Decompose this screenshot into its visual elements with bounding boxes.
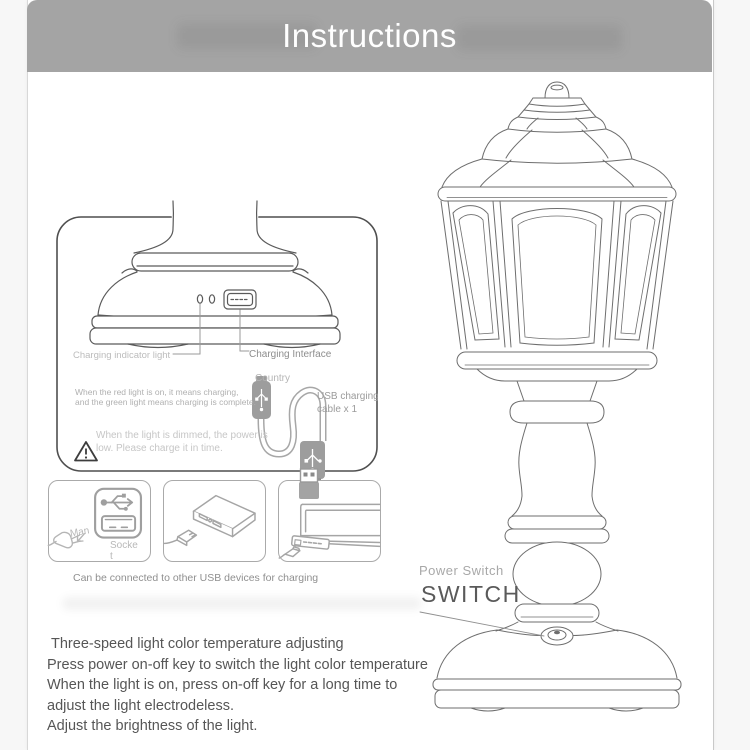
usb-device-card-powerbank — [163, 480, 266, 562]
usb-plug-icon — [164, 530, 196, 545]
socket-label: Socke t — [110, 540, 138, 562]
usb-device-card-laptop — [278, 480, 381, 562]
low-power-warning-text: When the light is dimmed, the power is low. Please charge it in time. — [96, 430, 268, 454]
watermark-blob — [62, 597, 422, 610]
charging-interface-label: Charging Interface — [249, 349, 332, 360]
micro-plug-icon — [279, 547, 299, 558]
instruction-line: Press power on-off key to switch the light color temperature — [47, 656, 428, 673]
power-switch-label: Power Switch — [419, 563, 504, 578]
instruction-line: adjust the light electrodeless. — [47, 697, 234, 714]
usb-cable-label: USB charging cable x 1 — [317, 391, 379, 415]
instruction-line: When the light is on, press on-off key for a long time to — [47, 677, 398, 693]
header-bar — [27, 0, 712, 72]
charging-indicator-label: Charging indicator light — [73, 350, 171, 361]
lamp-illustration — [405, 76, 711, 716]
footer-instructions — [47, 634, 428, 737]
indicator-note: When the red light is on, it means charging, and the green light means charging is complete. — [75, 387, 256, 407]
page-title: Instructions — [282, 17, 457, 54]
watermark-blob — [457, 25, 622, 51]
usb-a-port-icon — [102, 516, 135, 531]
power-bank-icon — [164, 481, 265, 561]
power-switch-button — [541, 627, 573, 645]
usb-devices-caption: Can be connected to other USB devices for charging — [73, 572, 319, 584]
usb-a-plug-icon — [295, 467, 323, 501]
country-label: Country — [255, 373, 291, 384]
switch-label: SWITCH — [421, 581, 521, 607]
instruction-line: Three-speed light color temperature adjusting — [51, 636, 344, 652]
plug-label: Man — [69, 525, 91, 540]
instruction-line: Adjust the brightness of the light. — [47, 718, 258, 734]
